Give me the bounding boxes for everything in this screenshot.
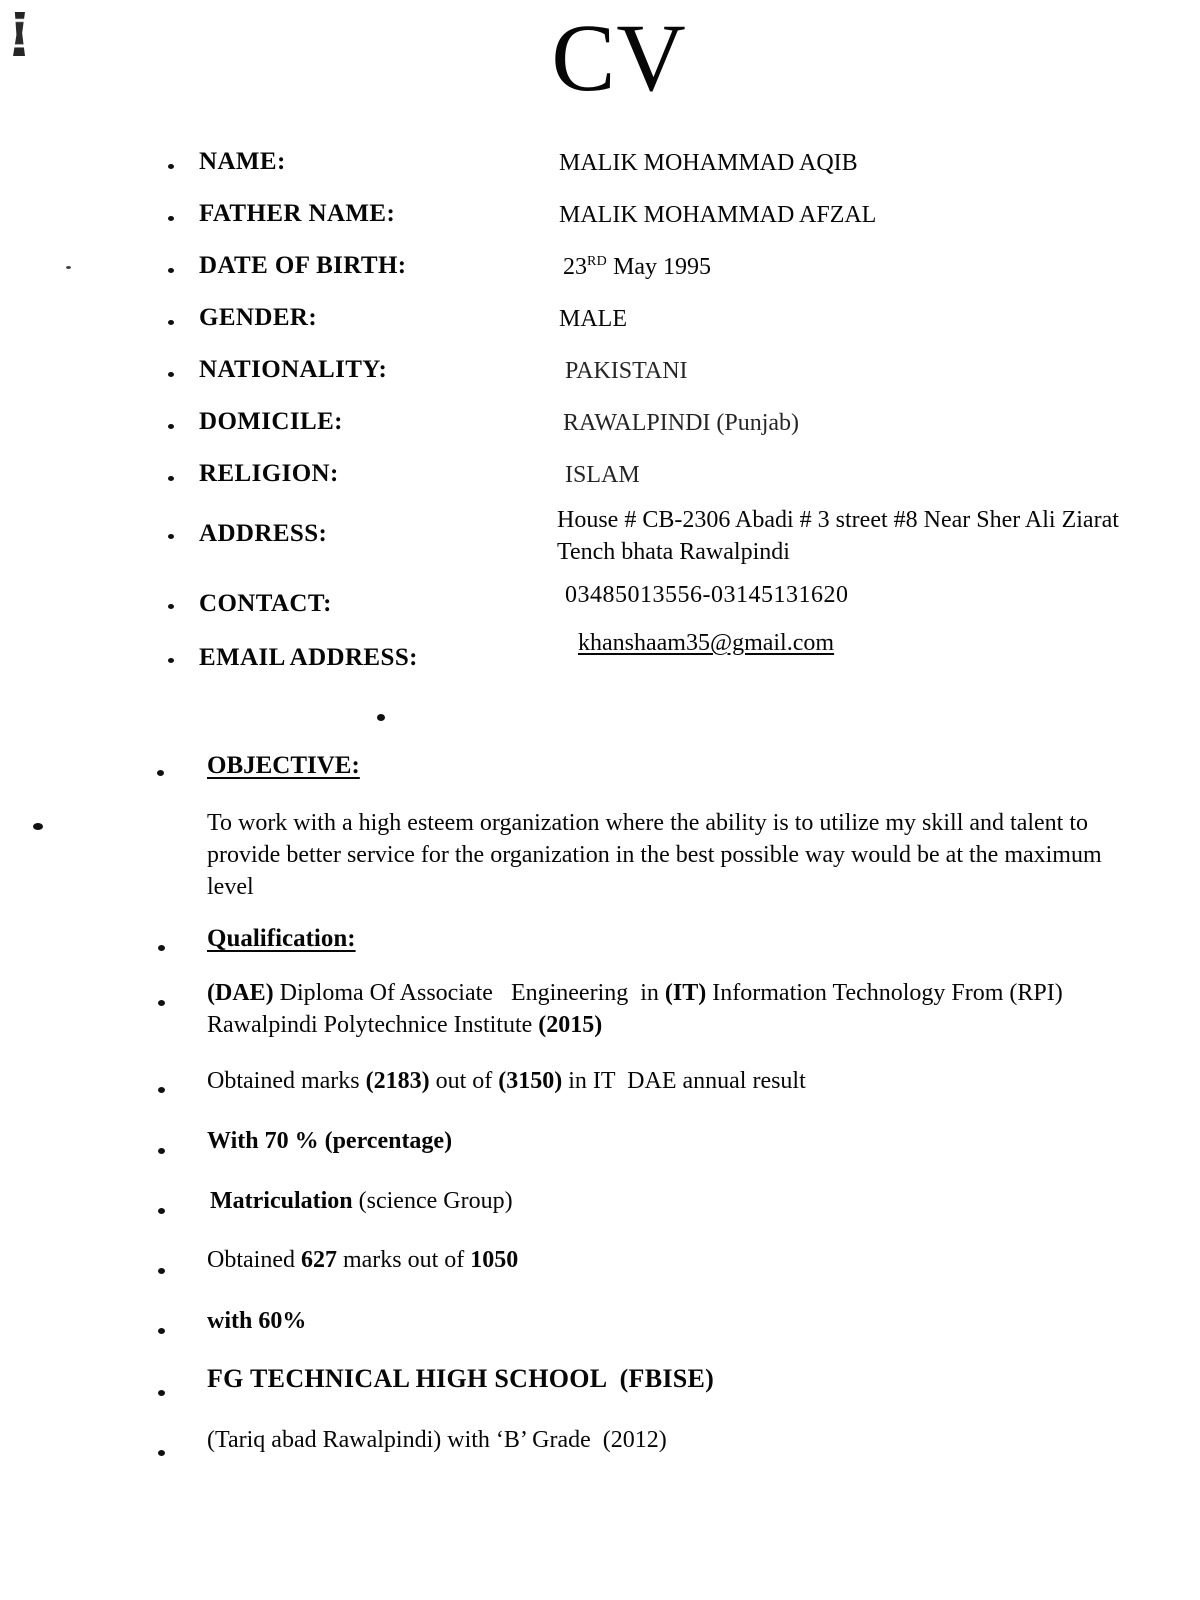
info-value-email[interactable]: khanshaam35@gmail.com (578, 630, 835, 656)
personal-info-list (0, 148, 1200, 692)
bullet-icon (158, 1000, 165, 1006)
bullet-icon (158, 1268, 165, 1274)
info-row-email (0, 630, 1200, 692)
info-value-religion: ISLAM (565, 462, 640, 488)
bullet-icon (158, 1208, 165, 1214)
page-title: CV (551, 4, 687, 111)
info-row-father-name (0, 200, 1200, 252)
qualification-item: (Tariq abad Rawalpindi) with ‘B’ Grade (2012) (207, 1427, 667, 1453)
bullet-icon (158, 1390, 165, 1396)
bullet-icon (168, 216, 174, 221)
info-label: RELIGION: (199, 460, 339, 487)
info-label: DATE OF BIRTH: (199, 252, 407, 279)
qualification-item: Matriculation (science Group) (210, 1188, 513, 1214)
info-value-name: MALIK MOHAMMAD AQIB (559, 150, 858, 176)
bullet-icon (158, 1148, 165, 1154)
stray-bullet-icon (377, 714, 385, 721)
info-label: GENDER: (199, 304, 318, 331)
info-row-address (0, 507, 1200, 584)
info-value-nationality: PAKISTANI (565, 358, 688, 384)
info-label: CONTACT: (199, 590, 332, 617)
bullet-icon (168, 372, 174, 377)
qualification-heading: Qualification: (207, 925, 356, 952)
bullet-icon (168, 534, 174, 539)
bullet-icon (158, 1087, 165, 1093)
qualification-item: With 70 % (percentage) (207, 1128, 453, 1154)
info-row-domicile (0, 408, 1200, 460)
dob-day: 23 (563, 254, 587, 280)
info-value-domicile: RAWALPINDI (Punjab) (563, 410, 800, 436)
info-label: EMAIL ADDRESS: (199, 644, 418, 671)
objective-heading: OBJECTIVE: (207, 752, 360, 779)
info-value-contact: 03485013556-03145131620 (565, 582, 849, 608)
bullet-icon (158, 1328, 165, 1334)
bullet-icon (168, 164, 174, 169)
info-label: NAME: (199, 148, 286, 175)
bullet-icon (158, 945, 165, 951)
qualification-item: (DAE) Diploma Of Associate Engineering in (IT) Information Technology From (RPI) Rawalpindi Polytechnice Institute (2015) (207, 980, 1063, 1038)
qualification-item: Obtained 627 marks out of 1050 (207, 1247, 519, 1273)
info-label: NATIONALITY: (199, 356, 388, 383)
bullet-icon (158, 1450, 165, 1456)
bullet-icon (168, 476, 174, 481)
info-value-gender: MALE (559, 306, 627, 332)
bullet-icon (168, 604, 174, 609)
scan-speck-icon (33, 823, 43, 830)
bullet-icon (168, 424, 174, 429)
info-label: DOMICILE: (199, 408, 343, 435)
info-label: ADDRESS: (199, 520, 328, 547)
objective-text: To work with a high esteem organization where the ability is to utilize my skill and talent to provide better service for the organization in the best possible way would be at the maximum level (207, 810, 1102, 900)
bullet-icon (168, 268, 174, 273)
bullet-icon (168, 658, 174, 663)
info-value-father-name: MALIK MOHAMMAD AFZAL (559, 202, 877, 228)
qualification-item: with 60% (207, 1308, 307, 1334)
qualification-item: FG TECHNICAL HIGH SCHOOL (FBISE) (207, 1364, 715, 1393)
info-value-address: House # CB-2306 Abadi # 3 street #8 Near Sher Ali Ziarat Tench bhata Rawalpindi (557, 507, 1119, 566)
info-row-nationality (0, 356, 1200, 408)
dob-month-year: May 1995 (607, 254, 712, 280)
info-label: FATHER NAME: (199, 200, 396, 227)
info-row-date-of-birth (0, 252, 1200, 304)
info-value-date-of-birth (563, 254, 711, 281)
dob-ordinal-suffix: RD (587, 254, 608, 269)
qualification-item: Obtained marks (2183) out of (3150) in IT DAE annual result (207, 1068, 806, 1094)
info-row-gender (0, 304, 1200, 356)
bullet-icon (168, 320, 174, 325)
bullet-icon (157, 770, 164, 776)
info-row-name (0, 148, 1200, 200)
